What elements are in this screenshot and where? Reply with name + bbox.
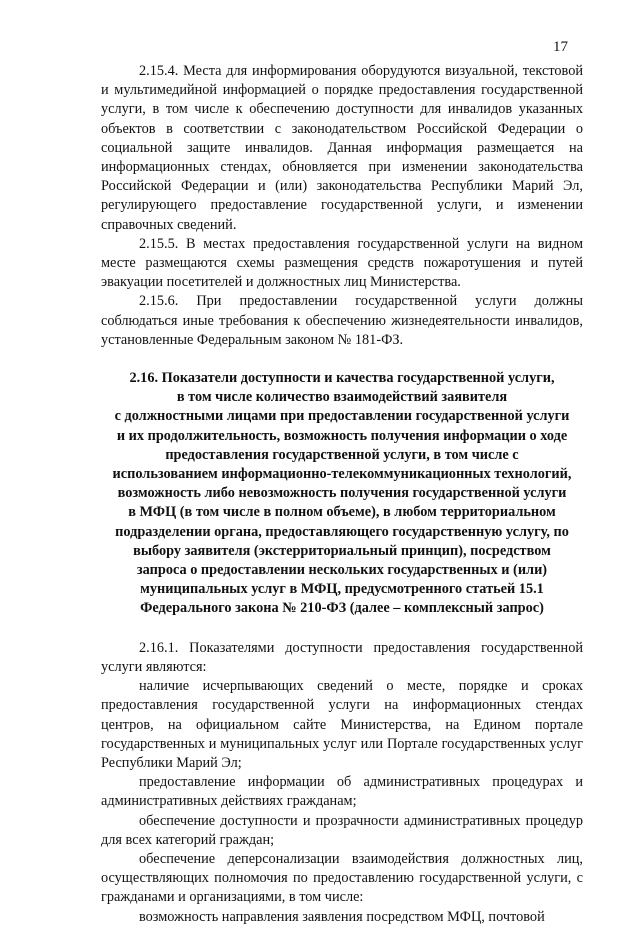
- list-item-depersonalization: обеспечение деперсонализации взаимодействия должностных лиц, осуществляющих полномочия по предоставлению государственной услуги, с гражданами и организациями, в том числе:: [101, 850, 583, 906]
- section-heading-2-16: [101, 369, 583, 619]
- heading-line: в том числе количество взаимодействий заявителя: [176, 389, 508, 406]
- heading-line: предоставления государственной услуги, в том числе с: [165, 446, 519, 463]
- document-body: [101, 62, 583, 927]
- heading-line: с должностными лицами при предоставлении государственной услуги: [114, 408, 570, 425]
- list-item-procedures-info: предоставление информации об административных процедурах и административных действиях гражданам;: [101, 774, 583, 810]
- heading-line: муниципальных услуг в МФЦ, предусмотренного статьей 15.1: [140, 581, 544, 598]
- page-number: 17: [553, 39, 568, 55]
- heading-line: использованием информационно-телекоммуникационных технологий,: [112, 466, 572, 483]
- heading-line: в МФЦ (в том числе в полном объеме), в любом территориальном: [128, 504, 556, 521]
- heading-line: Федерального закона № 210-ФЗ (далее – комплексный запрос): [140, 600, 544, 617]
- list-item-transparency: обеспечение доступности и прозрачности административных процедур для всех категорий граждан;: [101, 812, 583, 848]
- paragraph-2-16-1: 2.16.1. Показателями доступности предоставления государственной услуги являются:: [101, 639, 583, 675]
- paragraph-2-15-6: 2.15.6. При предоставлении государственной услуги должны соблюдаться иные требования к обеспечению жизнедеятельности инвалидов, установленные Федеральным законом № 181-ФЗ.: [101, 293, 583, 348]
- heading-line: 2.16. Показатели доступности и качества государственной услуги,: [129, 370, 555, 387]
- list-item-information: наличие исчерпывающих сведений о месте, порядке и сроках предоставления государственной услуги на информационных стендах центров, на официальном сайте Министерства, на Едином портале государственных и муниципальных услуг или Портале государственных услуг Республики Марий Эл;: [101, 678, 583, 771]
- paragraph-2-15-4: 2.15.4. Места для информирования оборудуются визуальной, текстовой и мультимедийной информацией о порядке предоставления государственной услуги, в том числе к обеспечению доступности для инвалидов указанных объектов в соответствии с законодательством Российской Федерации о социальной защите инвалидов. Данная информация размещается на информационных стендах, обновляется при изменении законодательства Российской Федерации и (или) законодательства Республики Марий Эл, регулирующего предоставление государственной услуги, и изменении справочных сведений.: [101, 63, 583, 233]
- list-item-application-submission: возможность направления заявления посредством МФЦ, почтовой: [139, 908, 545, 925]
- heading-line: подразделении органа, предоставляющего государственную услугу, по: [115, 523, 569, 540]
- heading-line: выбору заявителя (экстерриториальный принцип), посредством: [133, 542, 551, 559]
- heading-line: возможность либо невозможность получения государственной услуги: [117, 485, 567, 502]
- heading-line: запроса о предоставлении нескольких государственных и (или): [136, 562, 548, 579]
- heading-line: и их продолжительность, возможность получения информации о ходе: [116, 427, 568, 444]
- paragraph-2-15-5: 2.15.5. В местах предоставления государственной услуги на видном месте размещаются схемы размещения средств пожаротушения и путей эвакуации посетителей и должностных лиц Министерства.: [101, 235, 583, 291]
